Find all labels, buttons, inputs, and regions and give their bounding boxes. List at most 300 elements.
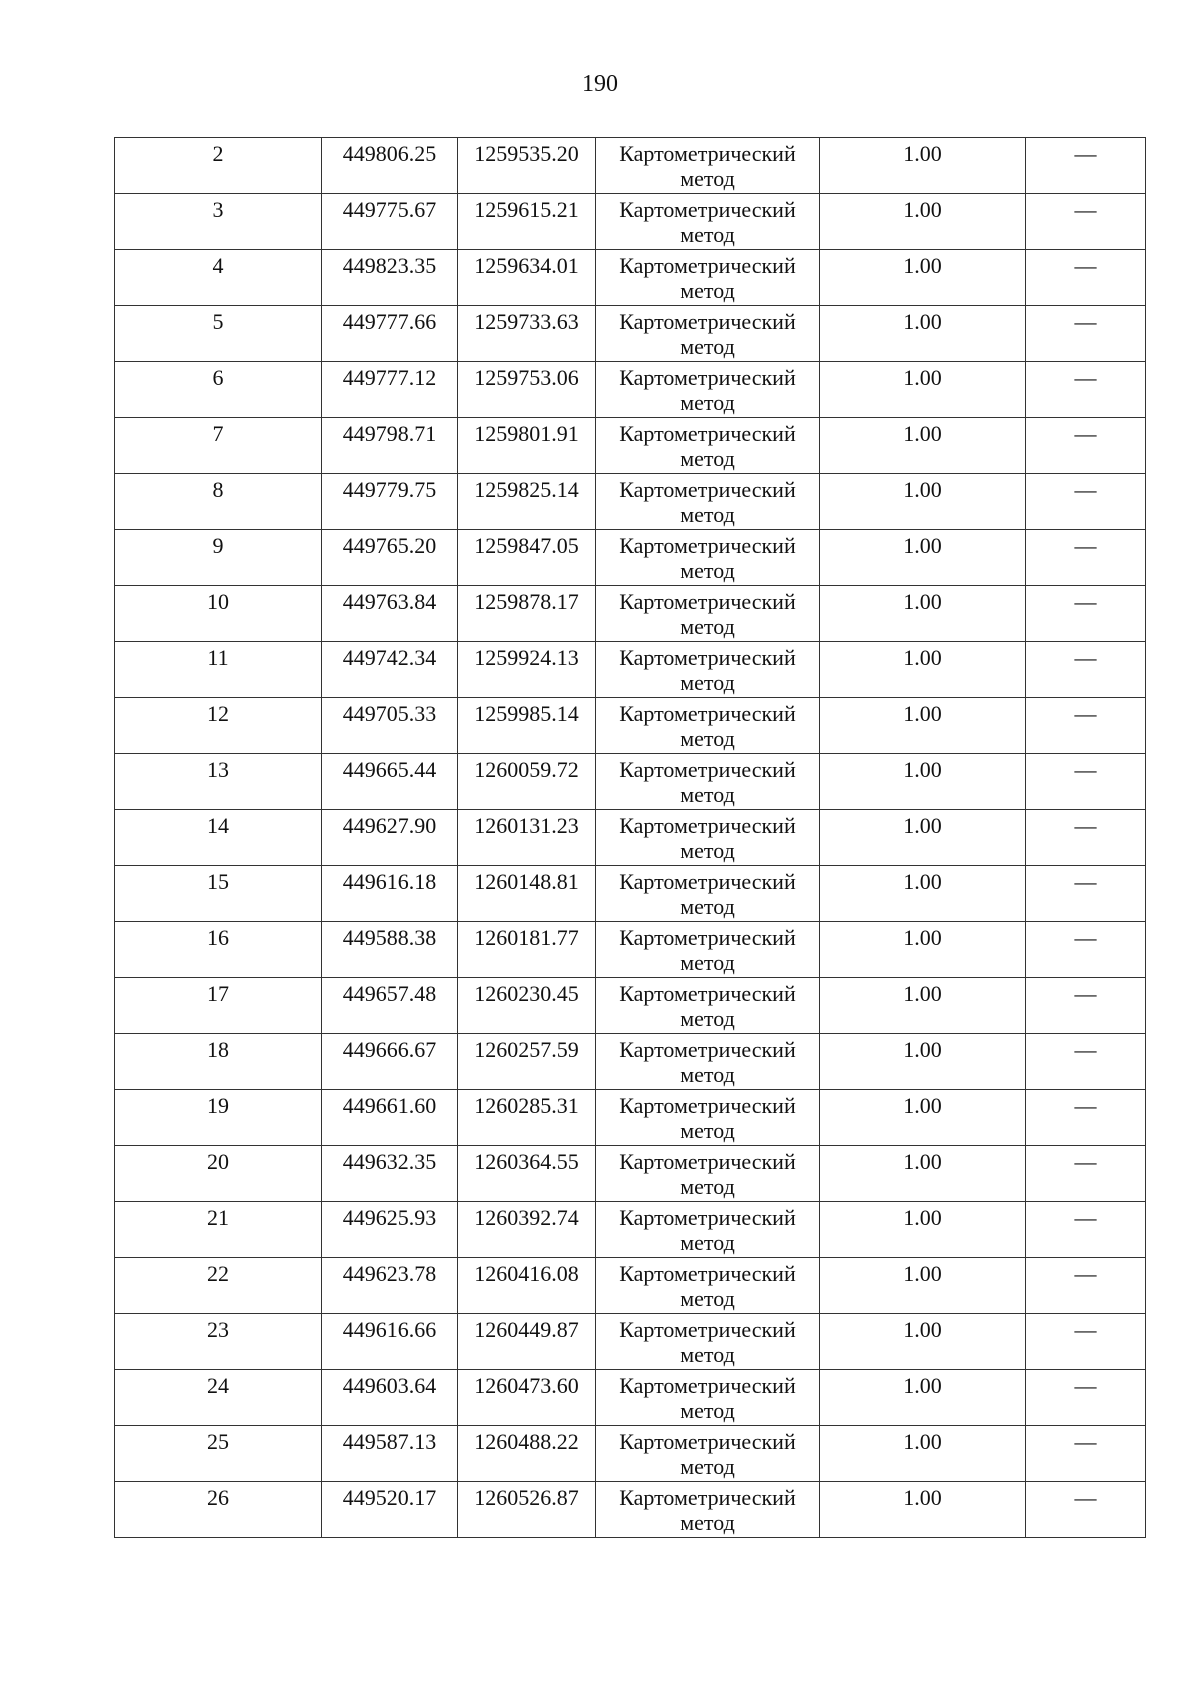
accuracy-cell-text: 1.00 <box>903 197 942 222</box>
point-number-cell <box>115 418 322 474</box>
note-cell <box>1026 698 1146 754</box>
method-cell <box>596 530 820 586</box>
method-cell <box>596 138 820 194</box>
note-cell <box>1026 1426 1146 1482</box>
x-coordinate-cell <box>322 754 458 810</box>
table-row <box>115 1202 1146 1258</box>
method-line2: метод <box>680 1398 735 1423</box>
x-coordinate-cell-text: 449627.90 <box>342 813 437 838</box>
y-coordinate-cell-text: 1260181.77 <box>474 925 579 950</box>
point-number-cell-text: 23 <box>207 1317 229 1342</box>
method-line1: Картометрический <box>619 1149 796 1174</box>
table-row <box>115 754 1146 810</box>
method-cell <box>596 418 820 474</box>
point-number-cell <box>115 306 322 362</box>
method-line1: Картометрический <box>619 421 796 446</box>
x-coordinate-cell-text: 449779.75 <box>342 477 437 502</box>
method-line2: метод <box>680 334 735 359</box>
accuracy-cell <box>820 306 1026 362</box>
y-coordinate-cell-text: 1259615.21 <box>474 197 579 222</box>
method-line1: Картометрический <box>619 1373 796 1398</box>
x-coordinate-cell <box>322 306 458 362</box>
x-coordinate-cell-text: 449616.66 <box>342 1317 437 1342</box>
point-number-cell <box>115 1202 322 1258</box>
note-cell <box>1026 1034 1146 1090</box>
method-cell <box>596 362 820 418</box>
y-coordinate-cell <box>458 810 596 866</box>
accuracy-cell <box>820 1482 1026 1538</box>
point-number-cell-text: 9 <box>212 533 224 558</box>
table-row <box>115 586 1146 642</box>
point-number-cell-text: 21 <box>207 1205 229 1230</box>
y-coordinate-cell <box>458 698 596 754</box>
y-coordinate-cell-text: 1259924.13 <box>474 645 579 670</box>
point-number-cell <box>115 1258 322 1314</box>
x-coordinate-cell-text: 449666.67 <box>342 1037 437 1062</box>
method-line2: метод <box>680 670 735 695</box>
table-row <box>115 474 1146 530</box>
method-cell <box>596 1146 820 1202</box>
method-cell <box>596 1034 820 1090</box>
note-cell <box>1026 362 1146 418</box>
method-line1: Картометрический <box>619 309 796 334</box>
method-line1: Картометрический <box>619 925 796 950</box>
x-coordinate-cell <box>322 866 458 922</box>
method-line2: метод <box>680 1174 735 1199</box>
method-line2: метод <box>680 838 735 863</box>
method-line1: Картометрический <box>619 533 796 558</box>
x-coordinate-cell-text: 449603.64 <box>342 1373 437 1398</box>
y-coordinate-cell <box>458 474 596 530</box>
point-number-cell <box>115 1370 322 1426</box>
point-number-cell-text: 17 <box>207 981 229 1006</box>
note-cell-text: — <box>1074 1261 1097 1286</box>
y-coordinate-cell <box>458 1426 596 1482</box>
x-coordinate-cell <box>322 978 458 1034</box>
note-cell-text: — <box>1074 981 1097 1006</box>
y-coordinate-cell <box>458 978 596 1034</box>
x-coordinate-cell-text: 449588.38 <box>342 925 437 950</box>
note-cell-text: — <box>1074 1093 1097 1118</box>
y-coordinate-cell <box>458 1314 596 1370</box>
accuracy-cell <box>820 1370 1026 1426</box>
y-coordinate-cell-text: 1260131.23 <box>474 813 579 838</box>
x-coordinate-cell <box>322 250 458 306</box>
point-number-cell <box>115 362 322 418</box>
point-number-cell-text: 12 <box>207 701 229 726</box>
method-line2: метод <box>680 166 735 191</box>
note-cell <box>1026 1314 1146 1370</box>
y-coordinate-cell-text: 1260364.55 <box>474 1149 579 1174</box>
x-coordinate-cell-text: 449742.34 <box>342 645 437 670</box>
table-row <box>115 1146 1146 1202</box>
method-cell <box>596 1482 820 1538</box>
table-row <box>115 866 1146 922</box>
note-cell <box>1026 418 1146 474</box>
x-coordinate-cell <box>322 810 458 866</box>
x-coordinate-cell-text: 449661.60 <box>342 1093 437 1118</box>
table-row <box>115 1034 1146 1090</box>
x-coordinate-cell <box>322 1258 458 1314</box>
y-coordinate-cell <box>458 1090 596 1146</box>
point-number-cell-text: 6 <box>212 365 224 390</box>
x-coordinate-cell-text: 449765.20 <box>342 533 437 558</box>
note-cell-text: — <box>1074 253 1097 278</box>
accuracy-cell <box>820 530 1026 586</box>
method-line2: метод <box>680 390 735 415</box>
table-row <box>115 922 1146 978</box>
note-cell <box>1026 754 1146 810</box>
x-coordinate-cell <box>322 1370 458 1426</box>
note-cell <box>1026 138 1146 194</box>
method-cell <box>596 978 820 1034</box>
method-line1: Картометрический <box>619 1037 796 1062</box>
point-number-cell <box>115 866 322 922</box>
method-line2: метод <box>680 558 735 583</box>
method-line2: метод <box>680 1454 735 1479</box>
accuracy-cell <box>820 250 1026 306</box>
y-coordinate-cell-text: 1259847.05 <box>474 533 579 558</box>
y-coordinate-cell-text: 1260449.87 <box>474 1317 579 1342</box>
method-line2: метод <box>680 782 735 807</box>
method-cell <box>596 474 820 530</box>
accuracy-cell-text: 1.00 <box>903 813 942 838</box>
note-cell <box>1026 1370 1146 1426</box>
accuracy-cell-text: 1.00 <box>903 1093 942 1118</box>
method-line2: метод <box>680 726 735 751</box>
note-cell <box>1026 194 1146 250</box>
y-coordinate-cell-text: 1260488.22 <box>474 1429 579 1454</box>
y-coordinate-cell-text: 1260526.87 <box>474 1485 579 1510</box>
point-number-cell-text: 24 <box>207 1373 229 1398</box>
accuracy-cell <box>820 362 1026 418</box>
accuracy-cell <box>820 586 1026 642</box>
method-line1: Картометрический <box>619 253 796 278</box>
x-coordinate-cell <box>322 418 458 474</box>
y-coordinate-cell <box>458 306 596 362</box>
method-line1: Картометрический <box>619 141 796 166</box>
x-coordinate-cell-text: 449763.84 <box>342 589 437 614</box>
method-line1: Картометрический <box>619 813 796 838</box>
accuracy-cell-text: 1.00 <box>903 1429 942 1454</box>
note-cell-text: — <box>1074 1317 1097 1342</box>
x-coordinate-cell <box>322 362 458 418</box>
point-number-cell <box>115 922 322 978</box>
accuracy-cell <box>820 698 1026 754</box>
y-coordinate-cell <box>458 1258 596 1314</box>
method-line1: Картометрический <box>619 1205 796 1230</box>
page-number: 190 <box>582 71 618 97</box>
x-coordinate-cell-text: 449520.17 <box>342 1485 437 1510</box>
note-cell-text: — <box>1074 1429 1097 1454</box>
method-line2: метод <box>680 950 735 975</box>
x-coordinate-cell-text: 449705.33 <box>342 701 437 726</box>
note-cell <box>1026 586 1146 642</box>
accuracy-cell-text: 1.00 <box>903 981 942 1006</box>
x-coordinate-cell <box>322 922 458 978</box>
point-number-cell <box>115 698 322 754</box>
point-number-cell-text: 14 <box>207 813 229 838</box>
point-number-cell <box>115 586 322 642</box>
note-cell-text: — <box>1074 1205 1097 1230</box>
y-coordinate-cell <box>458 1482 596 1538</box>
method-line1: Картометрический <box>619 197 796 222</box>
accuracy-cell-text: 1.00 <box>903 757 942 782</box>
method-line2: метод <box>680 502 735 527</box>
note-cell-text: — <box>1074 141 1097 166</box>
x-coordinate-cell <box>322 586 458 642</box>
table-row <box>115 698 1146 754</box>
note-cell-text: — <box>1074 1485 1097 1510</box>
accuracy-cell <box>820 1314 1026 1370</box>
y-coordinate-cell <box>458 866 596 922</box>
method-cell <box>596 194 820 250</box>
point-number-cell-text: 22 <box>207 1261 229 1286</box>
x-coordinate-cell <box>322 474 458 530</box>
note-cell-text: — <box>1074 1037 1097 1062</box>
method-line2: метод <box>680 614 735 639</box>
table-row <box>115 194 1146 250</box>
method-line1: Картометрический <box>619 1093 796 1118</box>
note-cell <box>1026 642 1146 698</box>
x-coordinate-cell <box>322 530 458 586</box>
accuracy-cell-text: 1.00 <box>903 645 942 670</box>
accuracy-cell <box>820 1090 1026 1146</box>
point-number-cell-text: 18 <box>207 1037 229 1062</box>
note-cell-text: — <box>1074 533 1097 558</box>
accuracy-cell <box>820 1202 1026 1258</box>
note-cell <box>1026 530 1146 586</box>
y-coordinate-cell-text: 1260473.60 <box>474 1373 579 1398</box>
point-number-cell <box>115 1146 322 1202</box>
x-coordinate-cell-text: 449775.67 <box>342 197 437 222</box>
table-row <box>115 1090 1146 1146</box>
table-row <box>115 1314 1146 1370</box>
method-cell <box>596 866 820 922</box>
x-coordinate-cell <box>322 1482 458 1538</box>
table-row <box>115 1258 1146 1314</box>
point-number-cell-text: 4 <box>212 253 224 278</box>
method-line2: метод <box>680 1006 735 1031</box>
x-coordinate-cell-text: 449623.78 <box>342 1261 437 1286</box>
point-number-cell <box>115 1482 322 1538</box>
method-cell <box>596 642 820 698</box>
table-row <box>115 978 1146 1034</box>
accuracy-cell-text: 1.00 <box>903 141 942 166</box>
x-coordinate-cell <box>322 1426 458 1482</box>
y-coordinate-cell-text: 1260257.59 <box>474 1037 579 1062</box>
table-row <box>115 530 1146 586</box>
note-cell-text: — <box>1074 869 1097 894</box>
accuracy-cell <box>820 194 1026 250</box>
x-coordinate-cell-text: 449806.25 <box>342 141 437 166</box>
point-number-cell-text: 19 <box>207 1093 229 1118</box>
table-body <box>115 138 1146 1538</box>
accuracy-cell-text: 1.00 <box>903 701 942 726</box>
method-line1: Картометрический <box>619 1485 796 1510</box>
point-number-cell <box>115 1426 322 1482</box>
accuracy-cell <box>820 642 1026 698</box>
y-coordinate-cell-text: 1259753.06 <box>474 365 579 390</box>
accuracy-cell <box>820 474 1026 530</box>
note-cell <box>1026 250 1146 306</box>
x-coordinate-cell-text: 449798.71 <box>342 421 437 446</box>
accuracy-cell <box>820 866 1026 922</box>
accuracy-cell-text: 1.00 <box>903 421 942 446</box>
x-coordinate-cell <box>322 698 458 754</box>
point-number-cell-text: 13 <box>207 757 229 782</box>
y-coordinate-cell-text: 1260416.08 <box>474 1261 579 1286</box>
y-coordinate-cell-text: 1259985.14 <box>474 701 579 726</box>
y-coordinate-cell-text: 1260148.81 <box>474 869 579 894</box>
y-coordinate-cell <box>458 922 596 978</box>
x-coordinate-cell-text: 449657.48 <box>342 981 437 1006</box>
x-coordinate-cell-text: 449587.13 <box>342 1429 437 1454</box>
x-coordinate-cell <box>322 1034 458 1090</box>
table-row <box>115 1482 1146 1538</box>
point-number-cell-text: 2 <box>212 141 224 166</box>
accuracy-cell-text: 1.00 <box>903 1205 942 1230</box>
x-coordinate-cell <box>322 1146 458 1202</box>
y-coordinate-cell-text: 1259634.01 <box>474 253 579 278</box>
table-row <box>115 642 1146 698</box>
x-coordinate-cell-text: 449625.93 <box>342 1205 437 1230</box>
point-number-cell <box>115 1034 322 1090</box>
x-coordinate-cell <box>322 1314 458 1370</box>
note-cell-text: — <box>1074 421 1097 446</box>
method-line1: Картометрический <box>619 645 796 670</box>
accuracy-cell-text: 1.00 <box>903 533 942 558</box>
note-cell <box>1026 1090 1146 1146</box>
method-line1: Картометрический <box>619 589 796 614</box>
point-number-cell-text: 8 <box>212 477 224 502</box>
method-line2: метод <box>680 278 735 303</box>
accuracy-cell <box>820 418 1026 474</box>
y-coordinate-cell-text: 1259733.63 <box>474 309 579 334</box>
x-coordinate-cell <box>322 194 458 250</box>
method-line1: Картометрический <box>619 477 796 502</box>
note-cell <box>1026 1258 1146 1314</box>
y-coordinate-cell-text: 1260285.31 <box>474 1093 579 1118</box>
accuracy-cell <box>820 978 1026 1034</box>
method-line2: метод <box>680 1230 735 1255</box>
method-line2: метод <box>680 1342 735 1367</box>
note-cell <box>1026 922 1146 978</box>
note-cell-text: — <box>1074 701 1097 726</box>
note-cell-text: — <box>1074 1149 1097 1174</box>
y-coordinate-cell <box>458 586 596 642</box>
method-line1: Картометрический <box>619 1429 796 1454</box>
point-number-cell <box>115 138 322 194</box>
y-coordinate-cell-text: 1259825.14 <box>474 477 579 502</box>
note-cell <box>1026 866 1146 922</box>
point-number-cell <box>115 642 322 698</box>
coordinates-table <box>114 137 1146 1538</box>
method-cell <box>596 698 820 754</box>
note-cell <box>1026 1146 1146 1202</box>
y-coordinate-cell <box>458 530 596 586</box>
note-cell-text: — <box>1074 589 1097 614</box>
method-cell <box>596 810 820 866</box>
accuracy-cell <box>820 810 1026 866</box>
y-coordinate-cell <box>458 1370 596 1426</box>
y-coordinate-cell <box>458 250 596 306</box>
point-number-cell-text: 10 <box>207 589 229 614</box>
method-cell <box>596 1258 820 1314</box>
x-coordinate-cell <box>322 1202 458 1258</box>
point-number-cell-text: 7 <box>212 421 224 446</box>
x-coordinate-cell-text: 449632.35 <box>342 1149 437 1174</box>
accuracy-cell-text: 1.00 <box>903 589 942 614</box>
point-number-cell <box>115 1090 322 1146</box>
y-coordinate-cell <box>458 194 596 250</box>
method-line2: метод <box>680 1510 735 1535</box>
table-row <box>115 250 1146 306</box>
method-cell <box>596 1202 820 1258</box>
point-number-cell <box>115 810 322 866</box>
method-cell <box>596 922 820 978</box>
note-cell-text: — <box>1074 197 1097 222</box>
note-cell-text: — <box>1074 813 1097 838</box>
method-line2: метод <box>680 1062 735 1087</box>
note-cell <box>1026 306 1146 362</box>
note-cell-text: — <box>1074 925 1097 950</box>
method-cell <box>596 250 820 306</box>
point-number-cell <box>115 530 322 586</box>
method-cell <box>596 754 820 810</box>
method-cell <box>596 1314 820 1370</box>
accuracy-cell-text: 1.00 <box>903 309 942 334</box>
table-row <box>115 306 1146 362</box>
method-cell <box>596 1090 820 1146</box>
y-coordinate-cell <box>458 642 596 698</box>
point-number-cell-text: 11 <box>207 645 229 670</box>
accuracy-cell <box>820 1146 1026 1202</box>
point-number-cell-text: 20 <box>207 1149 229 1174</box>
method-line1: Картометрический <box>619 1317 796 1342</box>
note-cell-text: — <box>1074 645 1097 670</box>
accuracy-cell-text: 1.00 <box>903 1317 942 1342</box>
note-cell-text: — <box>1074 1373 1097 1398</box>
note-cell <box>1026 1482 1146 1538</box>
table-row <box>115 138 1146 194</box>
y-coordinate-cell <box>458 418 596 474</box>
method-cell <box>596 1426 820 1482</box>
note-cell <box>1026 1202 1146 1258</box>
note-cell-text: — <box>1074 757 1097 782</box>
method-line1: Картометрический <box>619 365 796 390</box>
accuracy-cell-text: 1.00 <box>903 1261 942 1286</box>
accuracy-cell <box>820 1426 1026 1482</box>
method-line1: Картометрический <box>619 757 796 782</box>
y-coordinate-cell <box>458 1146 596 1202</box>
y-coordinate-cell <box>458 1202 596 1258</box>
point-number-cell <box>115 754 322 810</box>
point-number-cell-text: 25 <box>207 1429 229 1454</box>
x-coordinate-cell <box>322 138 458 194</box>
note-cell-text: — <box>1074 365 1097 390</box>
accuracy-cell-text: 1.00 <box>903 477 942 502</box>
method-cell <box>596 1370 820 1426</box>
accuracy-cell-text: 1.00 <box>903 1373 942 1398</box>
accuracy-cell-text: 1.00 <box>903 253 942 278</box>
y-coordinate-cell-text: 1259535.20 <box>474 141 579 166</box>
accuracy-cell <box>820 138 1026 194</box>
method-line2: метод <box>680 222 735 247</box>
method-line1: Картометрический <box>619 701 796 726</box>
y-coordinate-cell <box>458 1034 596 1090</box>
y-coordinate-cell-text: 1259878.17 <box>474 589 579 614</box>
